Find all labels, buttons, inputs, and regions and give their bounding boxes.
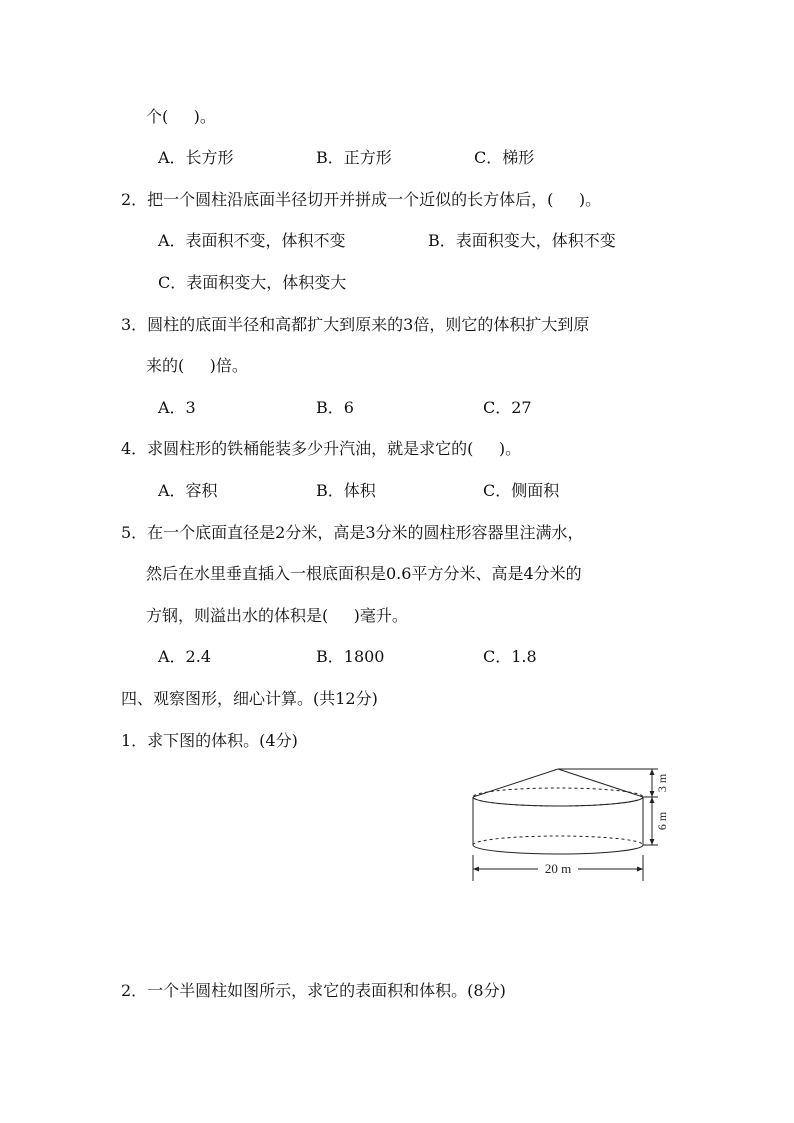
diameter-label: 20 m [544, 861, 572, 876]
cylinder-top-front [473, 797, 643, 806]
cylinder-bottom-back [473, 836, 643, 845]
arrow-down-bottom [650, 839, 655, 845]
q4-option-b: B．体积 [316, 481, 376, 500]
arrow-down-mid [650, 791, 655, 797]
arrow-right [637, 867, 643, 872]
q4-option-c: C．侧面积 [483, 481, 560, 500]
section-4-q2: 2．一个半圆柱如图所示，求它的表面积和体积。(8分) [121, 981, 506, 1000]
q3-option-b: B．6 [316, 398, 354, 417]
q4-option-a: A．容积 [158, 481, 218, 500]
q5-option-c: C．1.8 [483, 647, 537, 666]
q4-stem: 4．求圆柱形的铁桶能装多少升汽油，就是求它的( )。 [121, 439, 522, 458]
q2-option-a: A．表面积不变，体积不变 [158, 231, 346, 250]
q2-option-b: B．表面积变大，体积不变 [428, 231, 616, 250]
q5-stem: 5．在一个底面直径是2分米，高是3分米的圆柱形容器里注满水， [121, 523, 584, 542]
q5-option-b: B．1800 [316, 647, 385, 666]
cone-side-right [558, 769, 643, 797]
q3-stem-tail: 来的( )倍。 [146, 356, 248, 375]
q1-option-c: C．梯形 [474, 148, 535, 167]
q1-option-a: A．长方形 [158, 148, 234, 167]
q2-option-c: C．表面积变大，体积变大 [158, 273, 347, 292]
q3-stem: 3．圆柱的底面半径和高都扩大到原来的3倍，则它的体积扩大到原 [121, 315, 590, 334]
q2-stem: 2．把一个圆柱沿底面半径切开并拼成一个近似的长方体后，( )。 [121, 190, 602, 209]
arrow-up-top [650, 769, 655, 775]
cone-height-label: 3 m [655, 773, 669, 793]
q5-option-a: A．2.4 [158, 647, 212, 666]
q3-option-a: A．3 [158, 398, 196, 417]
cylinder-bottom-front [473, 845, 643, 854]
q1-stem-tail: 个( )。 [146, 107, 216, 126]
cone-side-left [473, 769, 558, 797]
section-4-heading: 四、观察图形，细心计算。(共12分) [121, 689, 378, 708]
cylinder-height-label: 6 m [655, 811, 669, 831]
q1-option-b: B．正方形 [316, 148, 392, 167]
section-4-q1: 1．求下图的体积。(4分) [121, 731, 298, 750]
arrow-up-mid [650, 797, 655, 803]
q3-option-c: C．27 [483, 398, 532, 417]
q5-stem-line3: 方钢，则溢出水的体积是( )毫升。 [146, 606, 408, 625]
arrow-left [473, 867, 479, 872]
cone-cylinder-figure [460, 765, 680, 885]
q5-stem-line2: 然后在水里垂直插入一根底面积是0.6平方分米、高是4分米的 [146, 564, 582, 583]
